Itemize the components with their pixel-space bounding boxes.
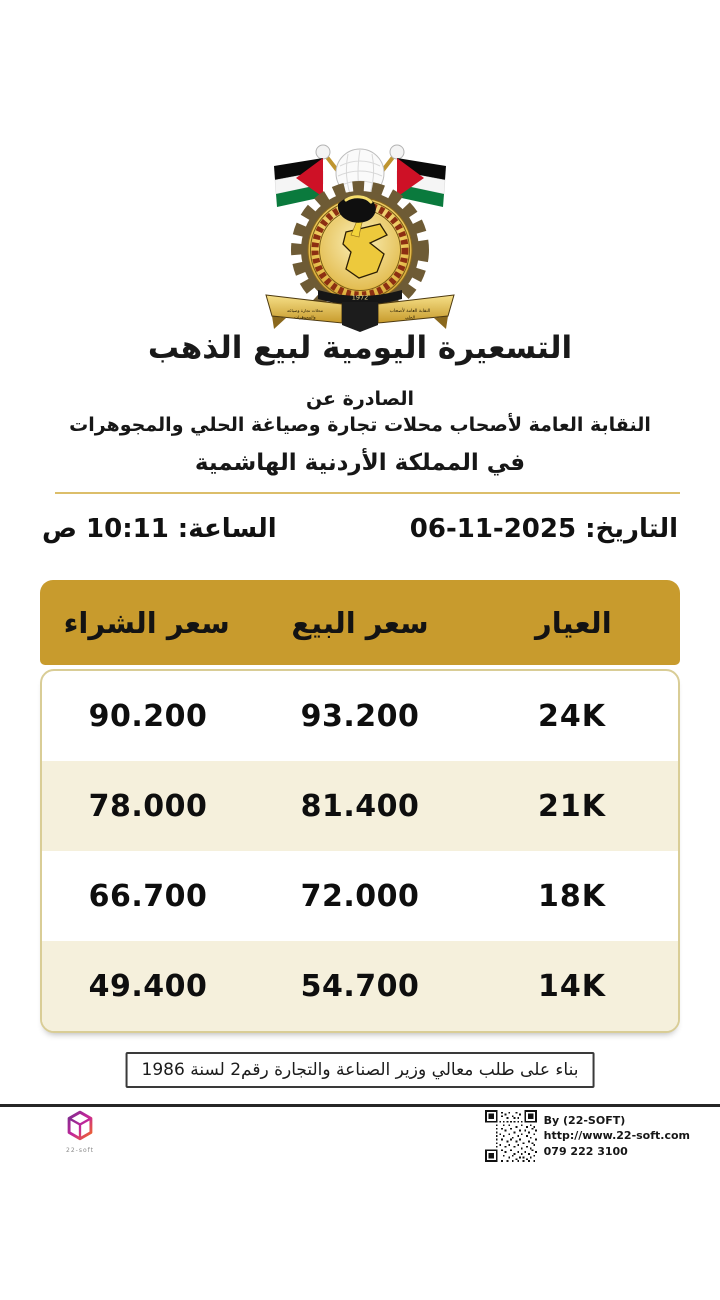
datetime-row bbox=[42, 514, 678, 544]
time-value: 10:11 ص bbox=[42, 514, 169, 544]
established-year: 1972 bbox=[351, 293, 369, 302]
date-value: 06-11-2025 bbox=[409, 514, 577, 544]
karat-cell: 21K bbox=[538, 788, 606, 824]
gold-divider bbox=[55, 492, 680, 494]
vendor-logo-block bbox=[60, 1110, 100, 1154]
issued-by-line: الصادرة عن bbox=[305, 388, 415, 410]
buy-price-cell: 49.400 bbox=[88, 968, 208, 1004]
price-table-header bbox=[40, 580, 680, 665]
table-row bbox=[42, 761, 678, 851]
ribbon-left-text-1: محلات تجارة وصياغة bbox=[287, 308, 323, 313]
ribbon-right-text-2: الحلي bbox=[404, 314, 416, 320]
jordan-flag-left-icon bbox=[274, 158, 323, 207]
vendor-website: http://www.22-soft.com bbox=[543, 1129, 690, 1143]
ribbon-left-text-2: والمجوهرات bbox=[294, 314, 316, 320]
table-row bbox=[42, 851, 678, 941]
jordan-flag-right-icon bbox=[397, 158, 446, 207]
22soft-cube-icon bbox=[65, 1110, 95, 1142]
syndicate-name: النقابة العامة لأصحاب محلات تجارة وصياغة الحلي والمجوهرات bbox=[69, 414, 651, 436]
table-row bbox=[42, 671, 678, 761]
col-header-karat: العيار bbox=[535, 605, 612, 640]
buy-price-cell: 66.700 bbox=[88, 878, 208, 914]
date-label: التاريخ: bbox=[585, 514, 678, 544]
country-line: في المملكة الأردنية الهاشمية bbox=[194, 450, 526, 476]
price-table bbox=[40, 580, 680, 1033]
qr-code-icon bbox=[485, 1110, 537, 1162]
vendor-credit-lines bbox=[544, 1110, 690, 1159]
price-table-body bbox=[40, 669, 680, 1033]
sell-price-cell: 72.000 bbox=[300, 878, 420, 914]
buy-price-cell: 78.000 bbox=[88, 788, 208, 824]
sell-price-cell: 93.200 bbox=[300, 698, 420, 734]
time-label: الساعة: bbox=[177, 514, 277, 544]
table-row bbox=[42, 941, 678, 1031]
karat-cell: 24K bbox=[538, 698, 606, 734]
footer-divider bbox=[0, 1104, 720, 1107]
vendor-credit-block bbox=[485, 1110, 690, 1162]
vendor-logo-caption: 22-soft bbox=[66, 1147, 94, 1154]
karat-cell: 14K bbox=[538, 968, 606, 1004]
karat-cell: 18K bbox=[538, 878, 606, 914]
time-pair bbox=[42, 514, 277, 544]
sell-price-cell: 54.700 bbox=[300, 968, 420, 1004]
col-header-buy: سعر الشراء bbox=[63, 605, 230, 640]
vendor-phone: 079 222 3100 bbox=[543, 1144, 628, 1158]
ribbon-right-text-1: النقابة العامة لأصحاب bbox=[389, 309, 431, 314]
col-header-sell: سعر البيع bbox=[291, 605, 429, 640]
page-title: التسعيرة اليومية لبيع الذهب bbox=[147, 330, 573, 366]
vendor-credit: By (22-SOFT) bbox=[543, 1114, 626, 1127]
buy-price-cell: 90.200 bbox=[88, 698, 208, 734]
syndicate-emblem bbox=[260, 142, 460, 337]
date-pair bbox=[410, 514, 678, 544]
legal-note: بناء على طلب معالي وزير الصناعة والتجارة رقم2 لسنة 1986 bbox=[126, 1052, 595, 1088]
sell-price-cell: 81.400 bbox=[300, 788, 420, 824]
